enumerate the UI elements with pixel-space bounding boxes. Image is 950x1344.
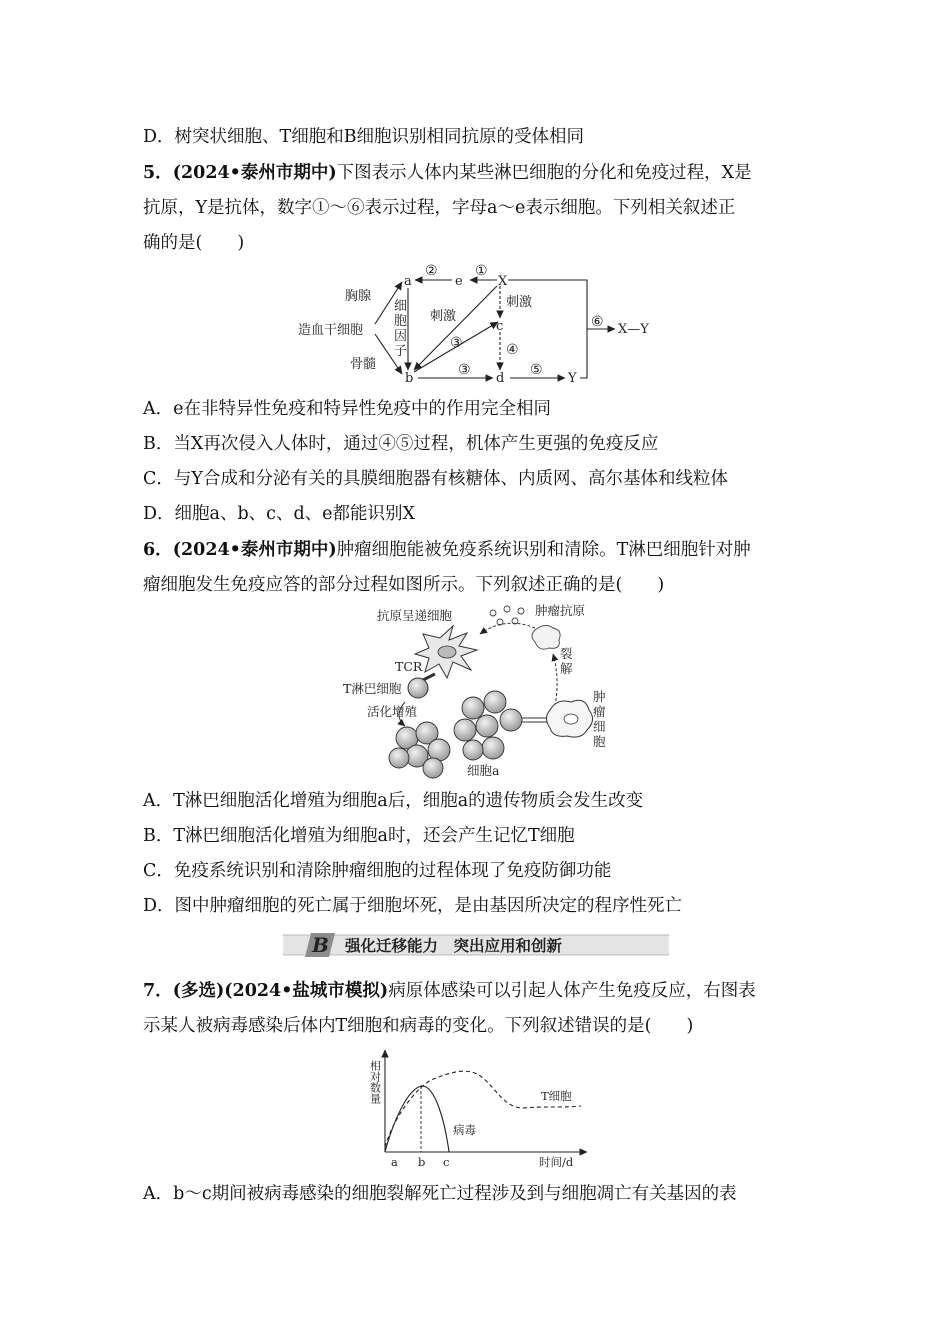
label-apc: 抗原呈递细胞	[377, 608, 453, 623]
tumor-nucleus	[564, 714, 578, 724]
q5-stem-line1	[143, 161, 752, 185]
x-tick-a: a	[391, 1155, 398, 1169]
label-t-cell: T细胞	[541, 1089, 572, 1103]
x-tick-b: b	[418, 1155, 426, 1169]
cell-d: d	[496, 371, 505, 386]
label-stim-1: 刺激	[430, 309, 457, 324]
q5-option-d: D．细胞a、b、c、d、e都能识别X	[143, 504, 415, 524]
cell-a-clone	[482, 737, 504, 759]
process-5: ⑤	[530, 362, 543, 378]
cell-a-clone	[389, 748, 409, 768]
q7-stem: 病原体感染可以引起人体产生免疫反应，右图表	[388, 981, 756, 1001]
process-6: ⑥	[591, 314, 604, 330]
label-tumor-cell-3: 细	[593, 719, 606, 734]
q6-option-a: A．T淋巴细胞活化增殖为细胞a后，细胞a的遗传物质会发生改变	[143, 791, 644, 811]
cell-a-clone	[476, 715, 498, 737]
arrow-antigen-to-apc	[480, 623, 535, 634]
q5-option-c: C．与Y合成和分泌有关的具膜细胞器有核糖体、内质网、高尔基体和线粒体	[143, 469, 728, 489]
label-t-cell: T淋巴细胞	[343, 681, 402, 696]
q5-source: (2024•泰州市期中)	[172, 163, 337, 183]
arrow-lysis	[553, 654, 557, 706]
tumor-antigen-blob	[532, 625, 560, 649]
q7-source: (多选)(2024•盐城市模拟)	[172, 981, 389, 1001]
label-lysis-2: 解	[560, 661, 573, 676]
cell-a-clone	[462, 697, 484, 719]
label-tumor-cell-1: 肿	[593, 689, 606, 704]
label-x: X	[498, 274, 508, 289]
label-stim-2: 刺激	[506, 295, 533, 310]
cell-a-clone	[484, 691, 506, 713]
label-stem-cell: 造血干细胞	[298, 323, 364, 338]
q7-chart	[355, 1042, 605, 1172]
q6-stem-line2: 瘤细胞发生免疫应答的部分过程如图所示。下列叙述正确的是( )	[143, 575, 665, 595]
label-y: Y	[568, 371, 577, 386]
label-virus: 病毒	[453, 1123, 476, 1137]
label-thymus: 胸腺	[345, 289, 372, 304]
apc-nucleus	[438, 646, 456, 658]
q5-stem: 下图表示人体内某些淋巴细胞的分化和免疫过程，X是	[336, 163, 752, 183]
label-tumor-cell-4: 胞	[593, 734, 606, 749]
cell-a-clone	[463, 740, 483, 760]
q6-number: 6．	[143, 540, 173, 560]
q6-source: (2024•泰州市期中)	[172, 540, 337, 560]
t-cell	[408, 678, 428, 698]
q6-stem: 肿瘤细胞能被免疫系统识别和清除。T淋巴细胞针对肿	[336, 540, 751, 560]
cell-a-clone	[454, 719, 476, 741]
q6-option-c: C．免疫系统识别和清除肿瘤细胞的过程体现了免疫防御功能	[143, 861, 612, 881]
cell-c: c	[496, 319, 504, 334]
tcr-receptor	[423, 674, 435, 680]
banner-letter: B	[312, 933, 329, 957]
process-4: ④	[506, 342, 519, 358]
cell-e: e	[455, 274, 463, 289]
label-cytokine-2: 胞	[394, 314, 408, 329]
label-cytokine-1: 细	[394, 299, 408, 314]
q4-option-d: D．树突状细胞、T细胞和B细胞识别相同抗原的受体相同	[143, 127, 585, 147]
y-axis-label: 相对数量	[368, 1060, 382, 1104]
label-cytokine-3: 因	[394, 329, 408, 344]
label-cytokine-4: 子	[394, 344, 408, 359]
q7-stem-line1	[143, 979, 756, 1003]
label-bone-marrow: 骨髓	[350, 357, 377, 372]
cell-a: a	[404, 274, 412, 289]
antigen-dot	[490, 610, 496, 616]
series-virus	[385, 1086, 449, 1152]
q6-option-d: D．图中肿瘤细胞的死亡属于细胞坏死，是由基因所决定的程序性死亡	[143, 896, 683, 916]
label-xy: X—Y	[618, 322, 649, 337]
q7-stem-line2: 示某人被病毒感染后体内T细胞和病毒的变化。下列叙述错误的是( )	[143, 1016, 694, 1036]
cell-b: b	[405, 371, 414, 386]
process-2: ②	[425, 263, 438, 279]
process-3b: ③	[458, 362, 471, 378]
antigen-dot	[518, 608, 524, 614]
q5-number: 5．	[143, 163, 173, 183]
q6-stem-line1	[143, 538, 751, 562]
q7-number: 7．	[143, 981, 173, 1001]
label-tcr: TCR	[395, 659, 423, 674]
q7-option-a: A．b～c期间被病毒感染的细胞裂解死亡过程涉及到与细胞凋亡有关基因的表	[143, 1184, 737, 1204]
q6-tumor-immunity-diagram	[335, 598, 625, 780]
q5-stem-line3: 确的是( )	[143, 233, 245, 253]
label-tumor-cell-2: 瘤	[593, 704, 606, 719]
q5-lymphocyte-diagram	[290, 258, 670, 393]
antigen-dot	[504, 606, 510, 612]
series-t-cell	[385, 1071, 581, 1147]
label-activation: 活化增殖	[367, 704, 418, 719]
cell-a-clone	[500, 709, 522, 731]
q5-stem-line2: 抗原，Y是抗体，数字①～⑥表示过程，字母a～e表示细胞。下列相关叙述正	[143, 198, 736, 218]
arrow-x-to-b	[414, 286, 497, 370]
banner-title: 强化迁移能力 突出应用和创新	[345, 936, 563, 955]
x-axis-label: 时间/d	[539, 1155, 574, 1169]
x-tick-c: c	[443, 1155, 450, 1169]
label-lysis-1: 裂	[560, 646, 573, 661]
cell-a-clone	[423, 758, 443, 778]
process-1: ①	[475, 263, 488, 279]
q6-option-b: B．T淋巴细胞活化增殖为细胞a时，还会产生记忆T细胞	[143, 826, 575, 846]
q5-option-b: B．当X再次侵入人体时，通过④⑤过程，机体产生更强的免疫反应	[143, 434, 659, 454]
label-cell-a: 细胞a	[467, 763, 500, 778]
section-banner	[283, 932, 669, 958]
process-3a: ③	[450, 335, 463, 351]
label-tumor-antigen: 肿瘤抗原	[535, 603, 586, 618]
q5-option-a: A．e在非特异性免疫和特异性免疫中的作用完全相同	[143, 399, 551, 419]
